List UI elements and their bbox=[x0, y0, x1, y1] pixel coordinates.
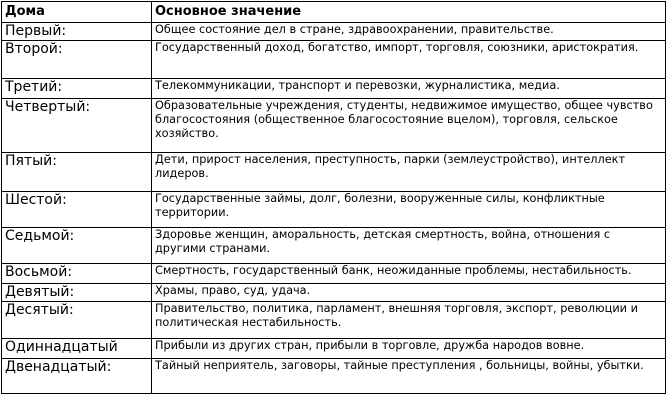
house-name: Одиннадцатый bbox=[2, 339, 152, 359]
house-meaning: Общее состояние дел в стране, здравоохранении, правительстве. bbox=[152, 23, 666, 41]
table-row bbox=[2, 99, 666, 153]
house-name: Второй: bbox=[2, 41, 152, 79]
table-row bbox=[2, 302, 666, 339]
house-name: Восьмой: bbox=[2, 264, 152, 284]
house-name: Третий: bbox=[2, 79, 152, 99]
house-meaning: Храмы, право, суд, удача. bbox=[152, 284, 666, 302]
house-meaning: Смертность, государственный банк, неожиданные проблемы, нестабильность. bbox=[152, 264, 666, 284]
house-meaning: Прибыли из других стран, прибыли в торговле, дружба народов вовне. bbox=[152, 339, 666, 359]
house-name: Пятый: bbox=[2, 153, 152, 192]
house-meaning: Телекоммуникации, транспорт и перевозки, журналистика, медиа. bbox=[152, 79, 666, 99]
header-meaning: Основное значение bbox=[152, 2, 666, 23]
house-name: Четвертый: bbox=[2, 99, 152, 153]
table-row bbox=[2, 41, 666, 79]
house-meaning: Дети, прирост населения, преступность, парки (землеустройство), интеллект лидеров. bbox=[152, 153, 666, 192]
header-houses: Дома bbox=[2, 2, 152, 23]
table-header-row bbox=[2, 2, 666, 23]
house-name: Десятый: bbox=[2, 302, 152, 339]
table-row bbox=[2, 359, 666, 394]
house-name: Седьмой: bbox=[2, 228, 152, 264]
table-row bbox=[2, 192, 666, 228]
house-name: Двенадцатый: bbox=[2, 359, 152, 394]
house-meaning: Здоровье женщин, аморальность, детская смертность, война, отношения с другими странами. bbox=[152, 228, 666, 264]
house-meaning: Государственные займы, долг, болезни, вооруженные силы, конфликтные территории. bbox=[152, 192, 666, 228]
table-row bbox=[2, 339, 666, 359]
house-meaning: Образовательные учреждения, студенты, недвижимое имущество, общее чувство благосостояния (общественное благосостояние вцелом), торговля, сельское хозяйство. bbox=[152, 99, 666, 153]
house-meaning: Государственный доход, богатство, импорт, торговля, союзники, аристократия. bbox=[152, 41, 666, 79]
table-row bbox=[2, 284, 666, 302]
table-row bbox=[2, 228, 666, 264]
table-row bbox=[2, 264, 666, 284]
table-row bbox=[2, 153, 666, 192]
house-name: Девятый: bbox=[2, 284, 152, 302]
house-name: Первый: bbox=[2, 23, 152, 41]
house-meaning: Правительство, политика, парламент, внешняя торговля, экспорт, революции и политическая нестабильность. bbox=[152, 302, 666, 339]
house-meaning: Тайный неприятель, заговоры, тайные преступления , больницы, войны, убытки. bbox=[152, 359, 666, 394]
table-row bbox=[2, 79, 666, 99]
houses-table bbox=[1, 1, 666, 394]
table-row bbox=[2, 23, 666, 41]
house-name: Шестой: bbox=[2, 192, 152, 228]
